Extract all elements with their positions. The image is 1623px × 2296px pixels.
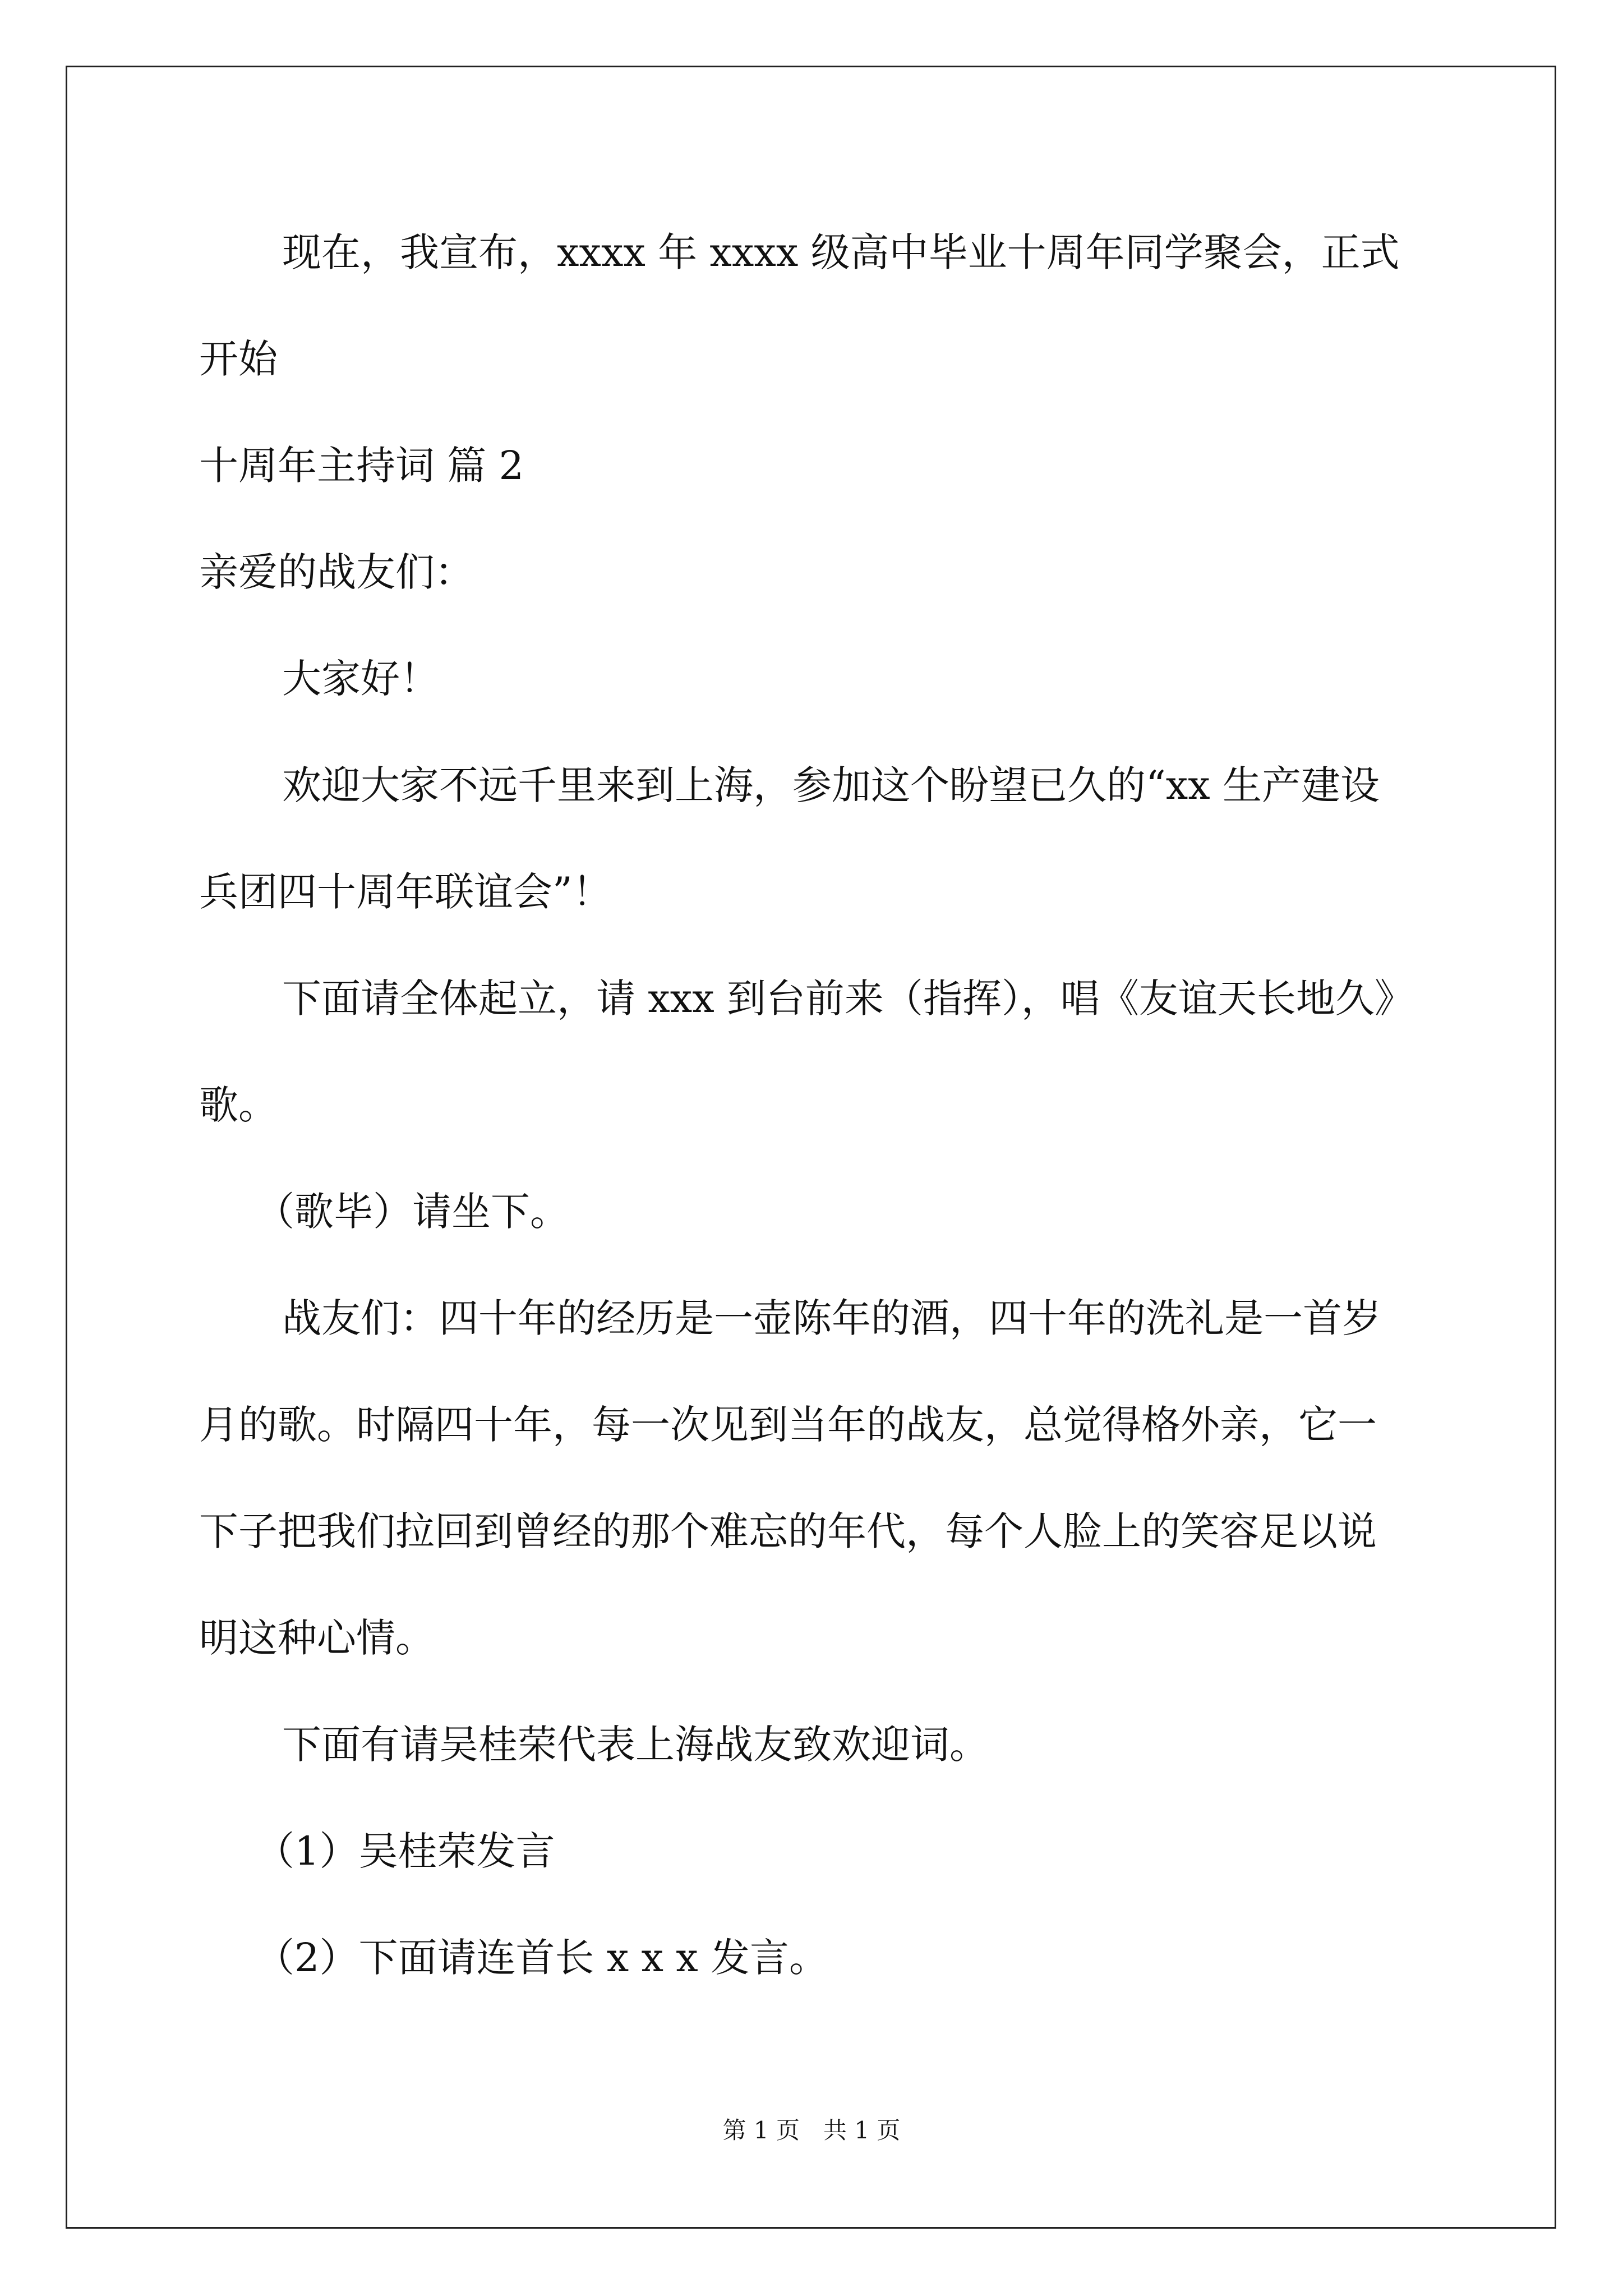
- page-number-footer: 第 1 页 共 1 页: [722, 2116, 901, 2144]
- paragraph-line: 欢迎大家不远千里来到上海，参加这个盼望已久的“xx 生产建设: [282, 762, 1380, 808]
- paragraph-line: 明这种心情。: [199, 1615, 435, 1661]
- paragraph-line: 大家好！: [282, 656, 439, 702]
- page-border: [66, 66, 1556, 2229]
- paragraph-line: 歌。: [199, 1082, 278, 1128]
- paragraph-line: 下面有请吴桂荣代表上海战友致欢迎词。: [282, 1722, 989, 1768]
- paragraph-line: （歌毕）请坐下。: [255, 1189, 569, 1235]
- paragraph-line: 下子把我们拉回到曾经的那个难忘的年代，每个人脸上的笑容足以说: [199, 1508, 1377, 1554]
- list-item: （1）吴桂荣发言: [255, 1828, 555, 1874]
- salutation: 亲爱的战友们：: [199, 549, 474, 595]
- paragraph-line: 战友们：四十年的经历是一壶陈年的酒，四十年的洗礼是一首岁: [282, 1295, 1381, 1341]
- paragraph-line: 月的歌。时隔四十年，每一次见到当年的战友，总觉得格外亲，它一: [199, 1402, 1377, 1448]
- section-heading: 十周年主持词 篇 2: [199, 443, 524, 489]
- paragraph-line: 兵团四十周年联谊会”！: [199, 869, 612, 915]
- paragraph-line: 下面请全体起立，请 xxx 到台前来（指挥），唱《友谊天长地久》: [282, 976, 1414, 1022]
- paragraph-line: 现在，我宣布，xxxx 年 xxxx 级高中毕业十周年同学聚会，正式: [282, 229, 1400, 275]
- paragraph-line: 开始: [199, 336, 278, 382]
- list-item: （2）下面请连首长 x x x 发言。: [255, 1935, 828, 1981]
